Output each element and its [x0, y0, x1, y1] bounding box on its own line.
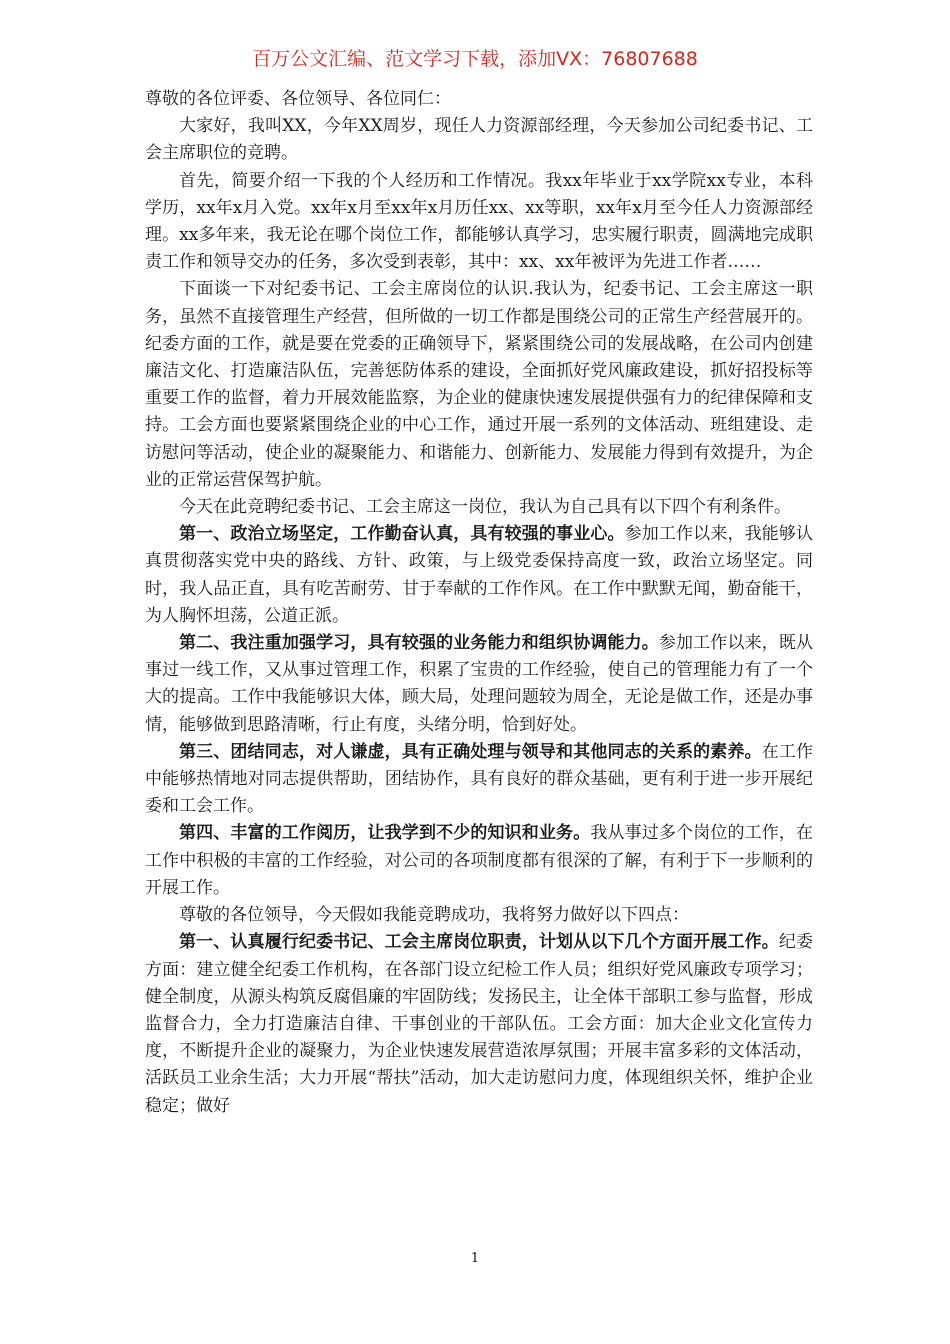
paragraph [145, 521, 813, 630]
paragraph-text: 尊敬的各位领导，今天假如我能竞聘成功，我将努力做好以下四点： [179, 905, 689, 926]
paragraph [145, 902, 813, 929]
paragraph [145, 113, 813, 167]
paragraph [145, 739, 813, 821]
paragraph [145, 630, 813, 739]
paragraph-text: 纪委方面：建立健全纪委工作机构，在各部门设立纪检工作人员；组织好党风廉政专项学习；健全制度，从源头构筑反腐倡廉的牢固防线；发扬民主，让全体干部职工参与监督，形成监督合力，全力打造廉洁自律、干事创业的干部队伍。工会方面：加大企业文化宣传力度，不断提升企业的凝聚力，为企业快速发展营造浓厚氛围；开展丰富多彩的文体活动，活跃员工业余生活；大力开展“帮扶”活动，加大走访慰问力度，体现组织关怀，维护企业稳定；做好 [145, 932, 813, 1116]
document-body [145, 86, 813, 1120]
paragraph [145, 276, 813, 494]
paragraph-heading: 第二、我注重加强学习，具有较强的业务能力和组织协调能力。 [179, 633, 659, 654]
salutation: 尊敬的各位评委、各位领导、各位同仁： [145, 89, 451, 109]
paragraph-heading: 第一、政治立场坚定，工作勤奋认真，具有较强的事业心。 [179, 524, 625, 545]
paragraph-heading: 第三、团结同志，对人谦虚，具有正确处理与领导和其他同志的关系的素养。 [179, 741, 762, 762]
paragraph [145, 929, 813, 1119]
paragraph [145, 168, 813, 277]
paragraph-text: 参加工作以来，既从事过一线工作，又从事过管理工作，积累了宝贵的工作经验，使自己的管理能力有了一个大的提高。工作中我能够识大体，顾大局，处理问题较为周全，无论是做工作，还是办事情，能够做到思路清晰，行止有度，头绪分明，恰到好处。 [145, 633, 814, 735]
paragraph-heading: 第四、丰富的工作阅历，让我学到不少的知识和业务。 [179, 823, 591, 844]
paragraph-heading: 第一、认真履行纪委书记、工会主席岗位职责，计划从以下几个方面开展工作。 [179, 932, 779, 953]
paragraph-text: 大家好，我叫XX，今年XX周岁，现任人力资源部经理，今天参加公司纪委书记、工会主席职位的竞聘。 [145, 116, 813, 164]
paragraph-text: 首先，简要介绍一下我的个人经历和工作情况。我xx年毕业于xx学院xx专业，本科学历，xx年x月入党。xx年x月至xx年x月历任xx、xx等职，xx年x月至今任人力资源部经理。xx多年来，我无论在哪个岗位工作，都能够认真学习，忠实履行职责，圆满地完成职责工作和领导交办的任务，多次受到表彰，其中：xx、xx年被评为先进工作者…… [145, 170, 813, 273]
watermark-banner: 百万公文汇编、范文学习下载，添加VX：76807688 [252, 48, 698, 70]
paragraph-text: 参加工作以来，我能够认真贯彻落实党中央的路线、方针、政策，与上级党委保持高度一致，政治立场坚定。同时，我人品正直，具有吃苦耐劳、甘于奉献的工作作风。在工作中默默无闻，勤奋能干，为人胸怀坦荡，公道正派。 [145, 524, 814, 626]
paragraph-text: 在工作中能够热情地对同志提供帮助，团结协作，具有良好的群众基础，更有利于进一步开展纪委和工会工作。 [145, 741, 814, 817]
paragraph [145, 494, 813, 521]
paragraph-text: 今天在此竞聘纪委书记、工会主席这一岗位，我认为自己具有以下四个有利条件。 [179, 497, 791, 518]
page-number: 1 [470, 1251, 480, 1266]
paragraph-text: 下面谈一下对纪委书记、工会主席岗位的认识.我认为，纪委书记、工会主席这一职务，虽然不直接管理生产经营，但所做的一切工作都是围绕公司的正常生产经营展开的。纪委方面的工作，就是要在党委的正确领导下，紧紧围绕公司的发展战略，在公司内创建廉洁文化、打造廉洁队伍，完善惩防体系的建设，全面抓好党风廉政建设，抓好招投标等重要工作的监督，着力开展效能监察，为企业的健康快速发展提供强有力的纪律保障和支持。工会方面也要紧紧围绕企业的中心工作，通过开展一系列的文体活动、班组建设、走访慰问等活动，使企业的凝聚能力、和谐能力、创新能力、发展能力得到有效提升，为企业的正常运营保驾护航。 [145, 279, 813, 490]
paragraph [145, 820, 813, 902]
paragraph-text: 我从事过多个岗位的工作，在工作中积极的丰富的工作经验，对公司的各项制度都有很深的了解，有利于下一步顺利的开展工作。 [145, 823, 814, 898]
